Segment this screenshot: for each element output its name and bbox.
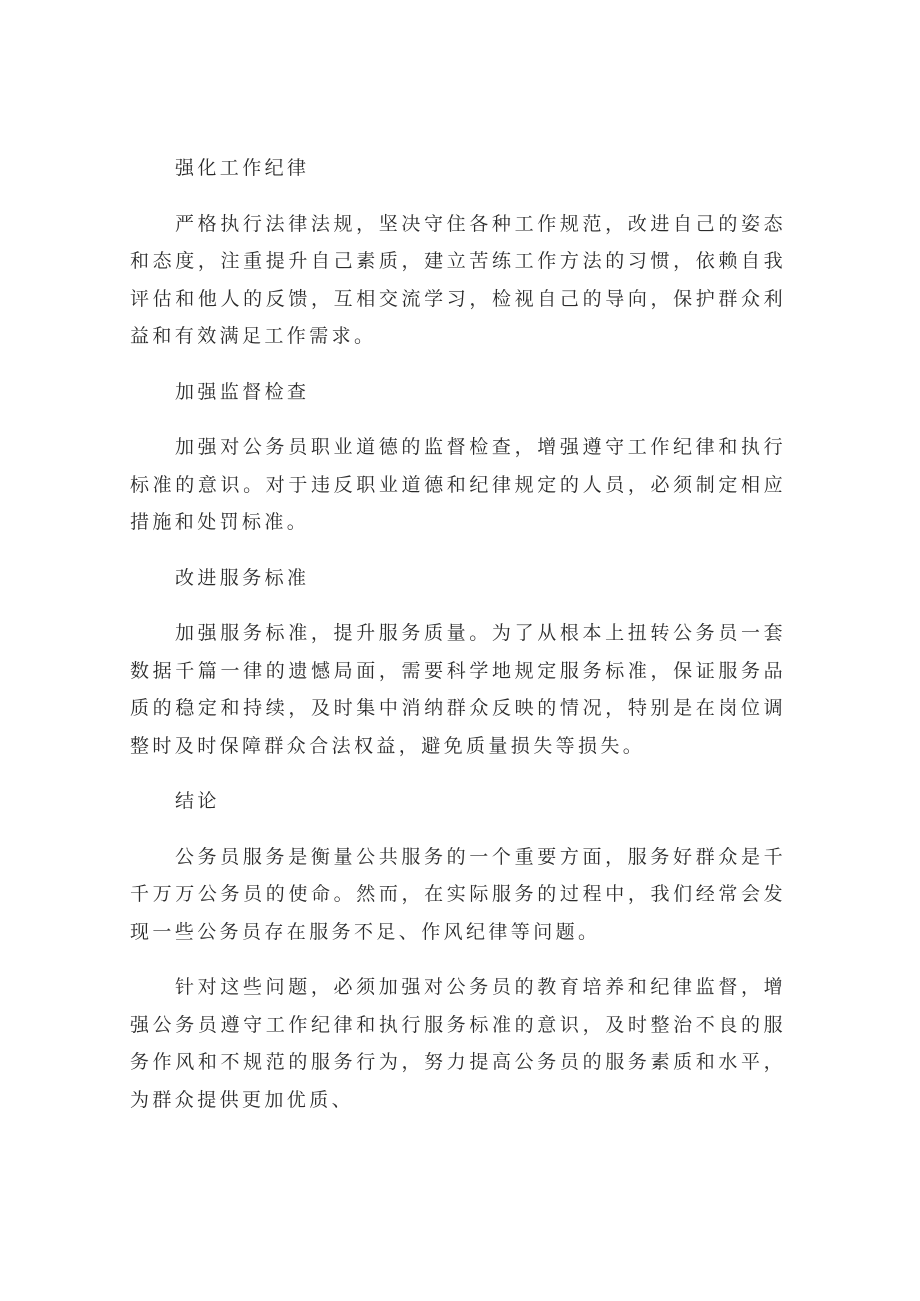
section-heading-service-standards: 改进服务标准 — [175, 566, 310, 589]
section-heading-supervision: 加强监督检查 — [175, 380, 310, 403]
paragraph-supervision: 加强对公务员职业道德的监督检查，增强遵守工作纪律和执行标准的意识。对于违反职业道德和纪律规定的人员，必须制定相应措施和处罚标准。 — [130, 436, 786, 533]
paragraph-conclusion-1: 公务员服务是衡量公共服务的一个重要方面，服务好群众是千千万万公务员的使命。然而，在实际服务的过程中，我们经常会发现一些公务员存在服务不足、作风纪律等问题。 — [130, 845, 786, 943]
section-heading-work-discipline: 强化工作纪律 — [175, 157, 310, 179]
document-page — [130, 150, 786, 1137]
paragraph-work-discipline: 严格执行法律法规，坚决守住各种工作规范，改进自己的姿态和态度，注重提升自己素质，建立苦练工作方法的习惯，依赖自我评估和他人的反馈，互相交流学习，检视自己的导向，保护群众利益和有效满足工作需求。 — [130, 212, 786, 347]
paragraph-service-standards: 加强服务标准，提升服务质量。为了从根本上扭转公务员一套数据千篇一律的遗憾局面，需要科学地规定服务标准，保证服务品质的稳定和持续，及时集中消纳群众反映的情况，特别是在岗位调整时及时保障群众合法权益，避免质量损失等损失。 — [130, 622, 786, 757]
paragraph-conclusion-2: 针对这些问题，必须加强对公务员的教育培养和纪律监督，增强公务员遵守工作纪律和执行服务标准的意识，及时整治不良的服务作风和不规范的服务行为，努力提高公务员的服务素质和水平，为群众提供更加优质、 — [130, 976, 786, 1111]
section-heading-conclusion: 结论 — [175, 790, 220, 812]
